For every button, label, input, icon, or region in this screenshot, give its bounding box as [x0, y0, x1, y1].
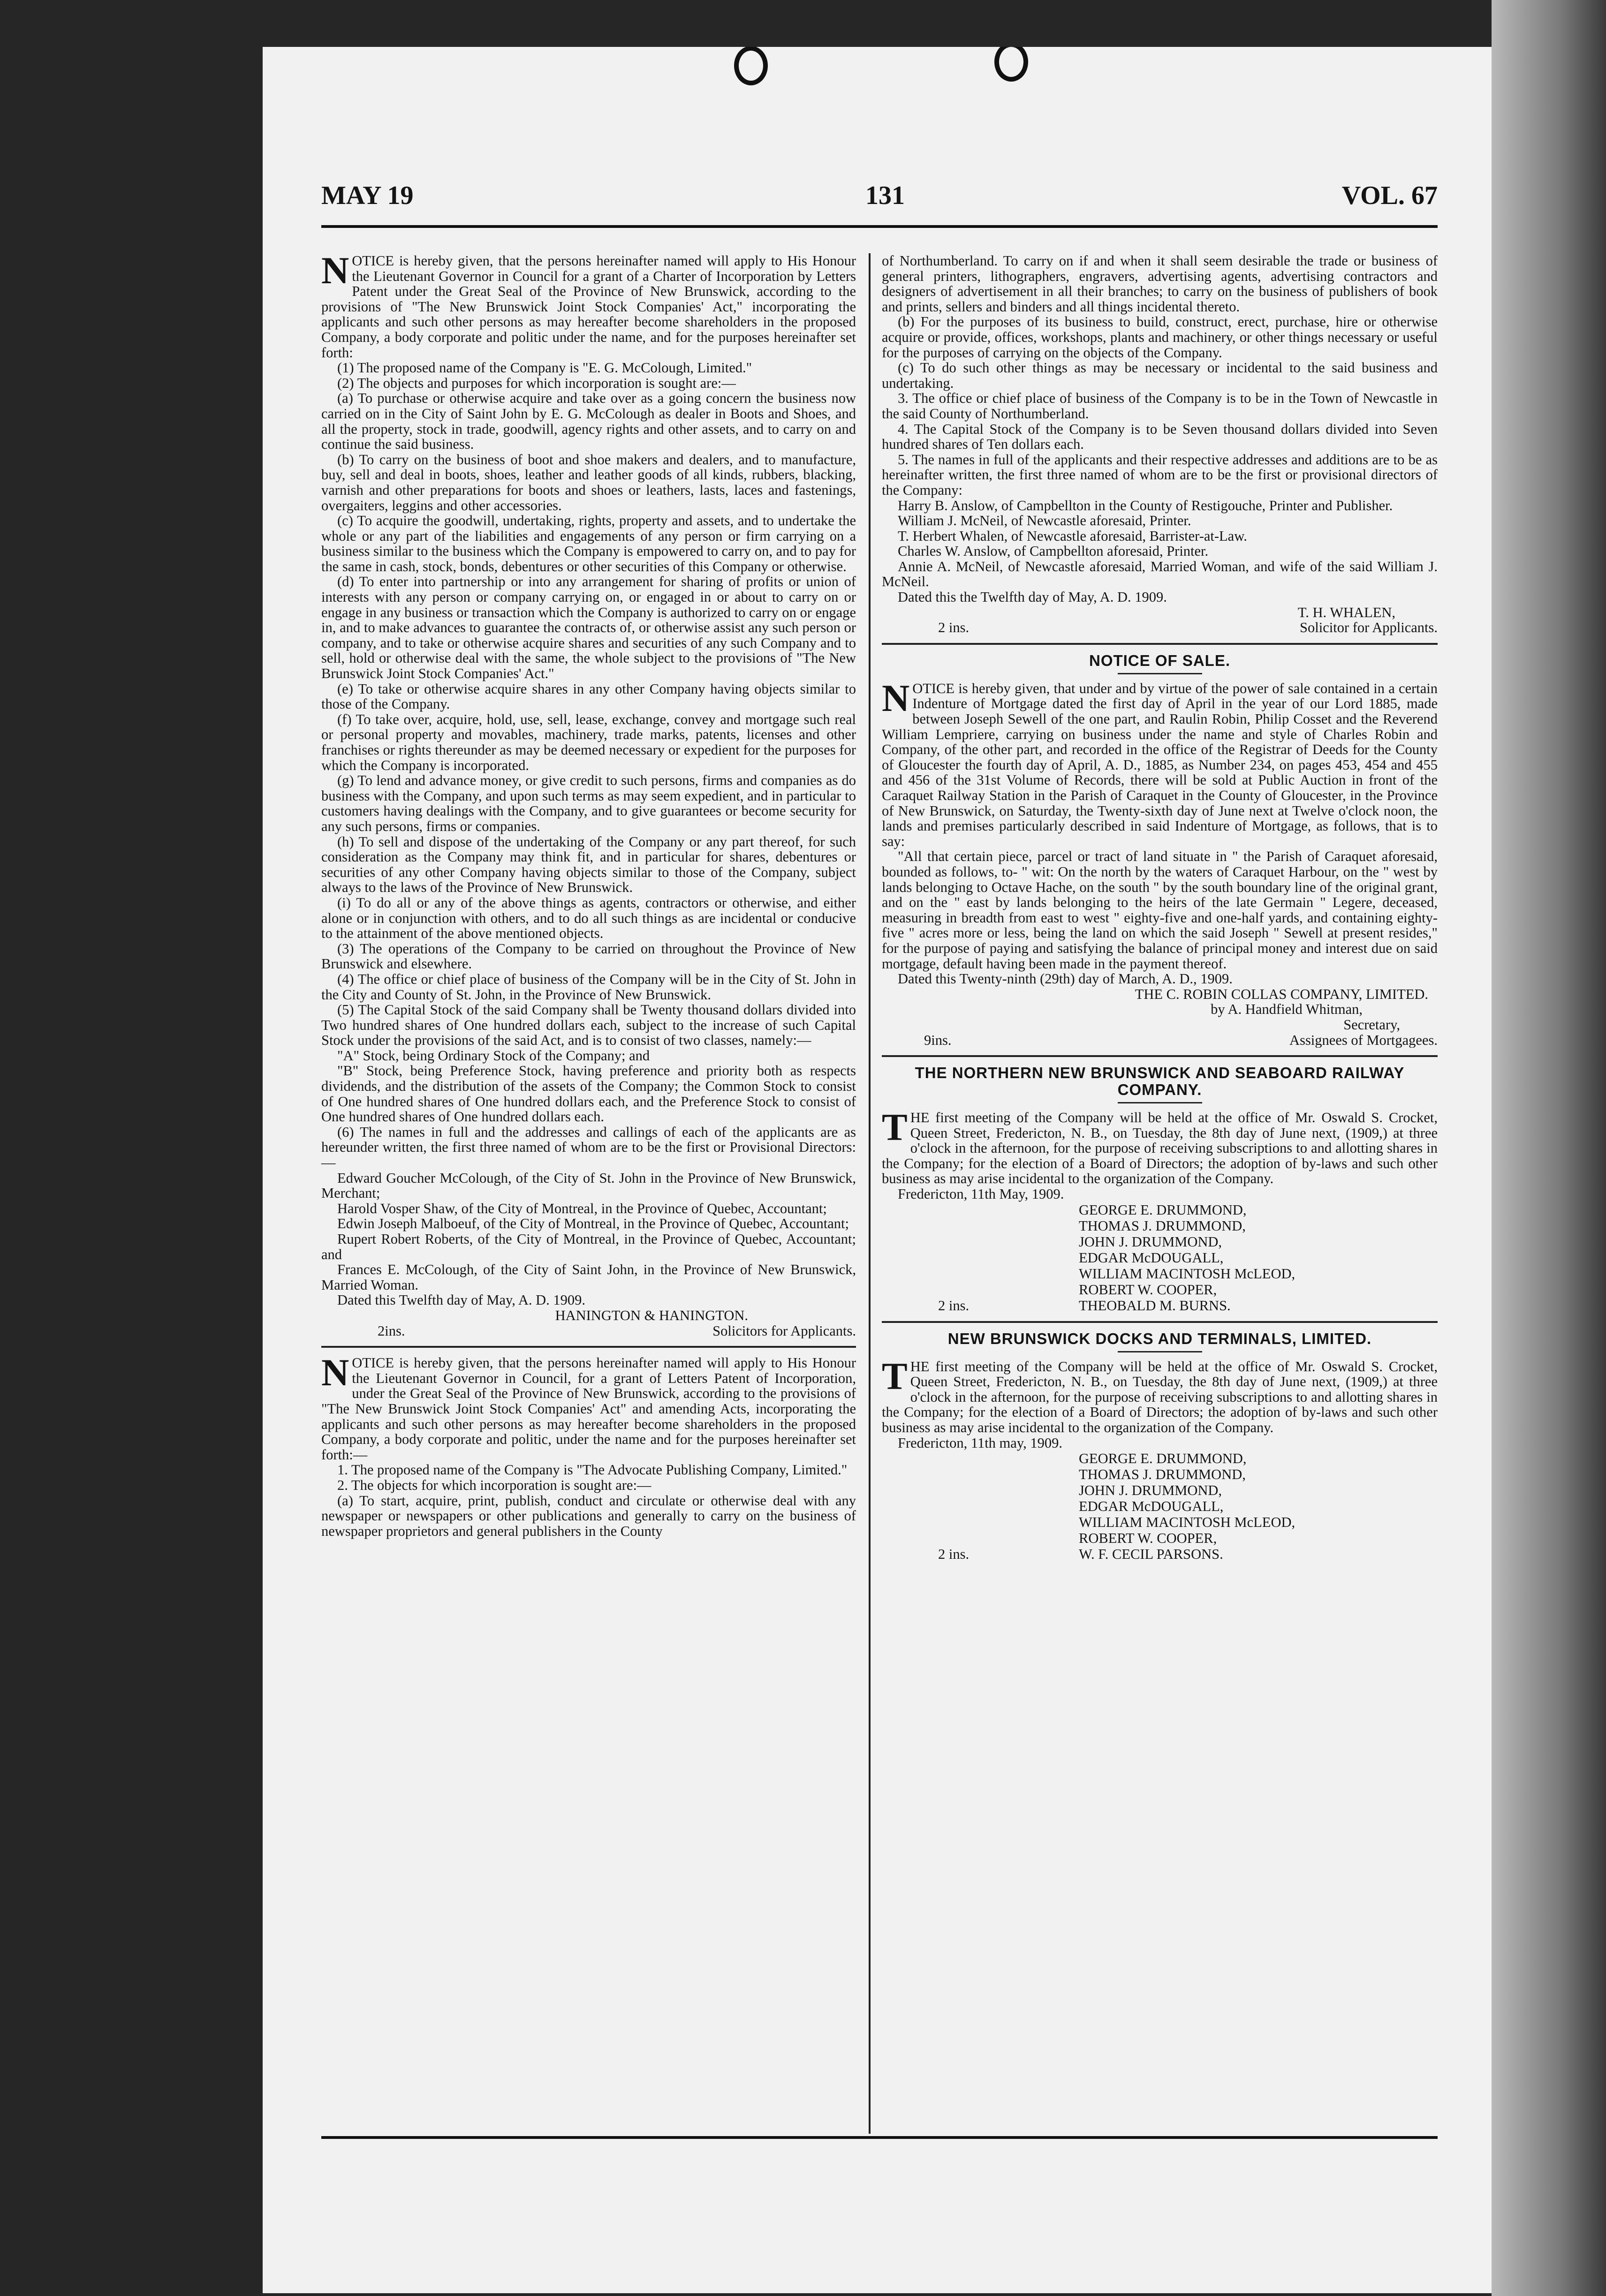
dated-line: Dated this Twelfth day of May, A. D. 1909.: [337, 1292, 585, 1308]
notice-intro: THE first meeting of the Company will be held at the office of Mr. Oswald S. Crocket, Queen Street, Fredericton, N. B., on Tuesday, the 8th day of June next, (1909,) at three o'clock in the afternoon, for the purpose of receiving subscriptions to and allotting shares in the Company; for the election of a Board of Directors; the adoption of by-laws and such other business as may arise incidental to the organization of the Company.: [882, 1354, 1438, 1436]
punch-hole: [994, 47, 1028, 82]
running-header: [321, 181, 1438, 213]
page-number: 131: [865, 181, 905, 210]
notice-paragraph: (i) To do all or any of the above things as agents, contractors or otherwise, and either alone or in conjunction with others, and to do all such things as are incidental or conducive to the attainment of the above mentioned objects.: [321, 894, 856, 942]
director-list: [938, 1450, 1438, 1563]
director-entry: Frances E. McColough, of the City of Saint John, in the Province of New Brunswick, Married Woman.: [321, 1261, 856, 1293]
notice-paragraph: (c) To acquire the goodwill, undertaking, rights, property and assets, and to undertake the whole or any part of the liabilities and engagements of any person or firm carrying on a business similar to the business which the Company is empowered to carry on, and to pay for the same in cash, stock, bonds, debentures or other securities of this Company or otherwise.: [321, 513, 856, 574]
director-entry: William J. McNeil, of Newcastle aforesaid, Printer.: [898, 513, 1191, 529]
heading-underline: [1118, 673, 1202, 674]
notice-separator: [882, 643, 1438, 645]
director-name: THOMAS J. DRUMMOND,: [1079, 1466, 1246, 1483]
heading-underline: [1118, 1102, 1202, 1103]
director-name: WILLIAM MACINTOSH McLEOD,: [1079, 1514, 1295, 1531]
left-column: [321, 249, 856, 1539]
notice-paragraph: (a) To purchase or otherwise acquire and take over as a going concern the business now carried on in the City of Saint John by E. G. McColough as dealer in Boots and Shoes, and all the property, stock in trade, goodwill, agency rights and other assets, and to carry on and continue the said business.: [321, 390, 856, 453]
notice-paragraph: 4. The Capital Stock of the Company is to be Seven thousand dollars divided into Seven hundred shares of Ten dollars each.: [882, 421, 1438, 453]
notice-intro: NOTICE is hereby given, that the persons hereinafter named will apply to His Honour the Lieutenant Governor in Council for a grant of a Charter of Incorporation by Letters Patent under the Great Seal of the Province of New Brunswick, according to the provisions of "The New Brunswick Joint Stock Companies' Act," incorporating the applicants and such other persons as may hereafter become shareholders in the proposed Company, a body corporate and politic under the name, and for the purposes hereinafter set forth:: [321, 249, 856, 361]
right-column: [882, 253, 1438, 1562]
director-entry: T. Herbert Whalen, of Newcastle aforesaid, Barrister-at-Law.: [898, 528, 1247, 544]
director-entry: Charles W. Anslow, of Campbellton aforesaid, Printer.: [898, 543, 1209, 559]
notice-paragraph: (2) The objects and purposes for which incorporation is sought are:—: [337, 375, 736, 391]
column-divider: [869, 253, 871, 2134]
insertions: 2 ins.: [938, 1297, 970, 1314]
notice-paragraph: (c) To do such other things as may be necessary or incidental to the said business and undertaking.: [882, 360, 1438, 391]
binding-edge: [1492, 0, 1606, 2296]
notice-paragraph: (f) To take over, acquire, hold, use, sell, lease, exchange, convey and mortgage such real or personal property and movables, machinery, trade marks, patents, licenses and other franchises or rights thereunder as may be deemed necessary or expedient for the purposes for which the Company is incorporated.: [321, 711, 856, 773]
notice-paragraph: 2. The objects for which incorporation is sought are:—: [337, 1477, 651, 1493]
notice-paragraph: (b) To carry on the business of boot and shoe makers and dealers, and to manufacture, buy, sell and deal in boots, shoes, leather and leather goods of all kinds, rubbers, blacking, varnish and other preparations for boots and shoes or leathers, lasts, laces and fastenings, overgaiters, leggins and other accessories.: [321, 451, 856, 514]
signer: HANINGTON & HANINGTON.: [555, 1307, 748, 1323]
director-name: EDGAR McDOUGALL,: [1079, 1498, 1224, 1515]
header-volume: VOL. 67: [1341, 181, 1438, 210]
director-entry: Harry B. Anslow, of Campbellton in the County of Restigouche, Printer and Publisher.: [898, 497, 1393, 514]
director-entry: Edwin Joseph Malboeuf, of the City of Montreal, in the Province of Quebec, Accountant;: [337, 1216, 849, 1232]
director-name: W. F. CECIL PARSONS.: [1079, 1546, 1223, 1563]
notice-paragraph: 1. The proposed name of the Company is "The Advocate Publishing Company, Limited.": [337, 1462, 848, 1478]
signer-role: Assignees of Mortgagees.: [1289, 1032, 1438, 1048]
footer-rule: [321, 2136, 1438, 2139]
notice-paragraph: (6) The names in full and the addresses and callings of each of the applicants are as hereunder written, the first three named of whom are to be the first or Provisional Directors:—: [321, 1124, 856, 1171]
railway-heading: THE NORTHERN NEW BRUNSWICK AND SEABOARD RAILWAY COMPANY.: [915, 1064, 1405, 1099]
drop-cap: N: [321, 249, 349, 292]
signer-title: Secretary,: [1343, 1016, 1400, 1033]
director-list: [938, 1201, 1438, 1314]
heading-underline: [1118, 1351, 1202, 1352]
drop-cap: N: [882, 676, 910, 719]
director-name: EDGAR McDOUGALL,: [1079, 1249, 1224, 1266]
docks-heading: NEW BRUNSWICK DOCKS AND TERMINALS, LIMITED.: [947, 1329, 1372, 1347]
notice-paragraph: (1) The proposed name of the Company is "E. G. McColough, Limited.": [337, 360, 752, 376]
director-entry: Edward Goucher McColough, of the City of St. John in the Province of New Brunswick, Merchant;: [321, 1170, 856, 1201]
notice-paragraph: 3. The office or chief place of business of the Company is to be in the Town of Newcastle in the said County of Northumberland.: [882, 390, 1438, 422]
director-entry: Rupert Robert Roberts, of the City of Montreal, in the Province of Quebec, Accountant; and: [321, 1231, 856, 1262]
notice-of-sale-heading: NOTICE OF SALE.: [1089, 651, 1230, 669]
signer-role: Solicitor for Applicants.: [1300, 620, 1438, 635]
director-entry: Harold Vosper Shaw, of the City of Montreal, in the Province of Quebec, Accountant;: [337, 1200, 827, 1216]
punch-hole: [734, 47, 768, 85]
header-rule: [321, 225, 1438, 228]
notice-separator: [321, 1346, 856, 1348]
director-name: WILLIAM MACINTOSH McLEOD,: [1079, 1265, 1295, 1282]
director-entry: Annie A. McNeil, of Newcastle aforesaid, Married Woman, and wife of the said William J. McNeil.: [882, 558, 1438, 590]
notice-paragraph: (g) To lend and advance money, or give credit to such persons, firms and companies as do business with the Company, and upon such terms as may seem expedient, and in particular to customers having dealings with the Company, and to give guarantees or become security for any such persons, firms or companies.: [321, 772, 856, 834]
notice-paragraph: 5. The names in full of the applicants and their respective addresses and additions are to be as hereinafter written, the first three named of whom are to be the first or provisional directors of the Company:: [882, 451, 1438, 498]
director-name: JOHN J. DRUMMOND,: [1079, 1233, 1222, 1250]
notice-paragraph: (h) To sell and dispose of the undertaking of the Company or any part thereof, for such consideration as the Company may think fit, and in particular for shares, debentures or securities of any other Company having objects similar to those of the Company, subject always to the laws of the Province of New Brunswick.: [321, 833, 856, 896]
director-name: ROBERT W. COOPER,: [1079, 1530, 1217, 1547]
signature-row: [882, 620, 1438, 635]
land-description: "All that certain piece, parcel or tract of land situate in " the Parish of Caraquet aforesaid, bounded as follows, to- " wit: On the north by the waters of Caraquet Harbour, on the " west by lands belonging to Octave Hache, on the south " by the south boundary line of the original grant, and on the " east by lands belonging to the heirs of the late Germain " Legere, deceased, measuring in breadth from east to west " eighty-five and one-half yards, and containing eighty-five " acres more or less, being the land on which the said Joseph " Sewell at present resides," for the purpose of paying and satisfying the balance of principal money and interest due on said mortgage, default having been made in the payment thereof.: [882, 848, 1438, 972]
director-name-row: [938, 1546, 1438, 1563]
insertions: 9ins.: [924, 1032, 952, 1048]
dated-line: Fredericton, 11th may, 1909.: [898, 1435, 1062, 1451]
signed-by: by A. Handfield Whitman,: [1211, 1001, 1363, 1018]
insertions: 2 ins.: [938, 620, 970, 635]
signer: T. H. WHALEN,: [1297, 604, 1395, 620]
director-name: GEORGE E. DRUMMOND,: [1079, 1201, 1247, 1218]
notice-paragraph: (5) The Capital Stock of the said Company shall be Twenty thousand dollars divided into Two hundred shares of One hundred dollars each, subject to the increase of such Capital Stock under the provisions of the said Act, and is to consist of two classes, namely:—: [321, 1002, 856, 1049]
notice-intro: THE first meeting of the Company will be held at the office of Mr. Oswald S. Crocket, Queen Street, Fredericton, N. B., on Tuesday, the 8th day of June next, (1909,) at three o'clock in the afternoon, for the purpose of receiving subscriptions to and allotting shares in the Company; for the election of a Board of Directors; the adoption of by-laws and such other business as may arise incidental to the organization of the Company.: [882, 1106, 1438, 1187]
company-name: THE C. ROBIN COLLAS COMPANY, LIMITED.: [1135, 986, 1428, 1002]
notice-paragraph: (d) To enter into partnership or into any arrangement for sharing of profits or union of interests with any person or company carrying on, or engaged in or about to carry on or engage in any business or transaction which the Company is authorized to carry on or engage in, and to make advances to guarantee the contracts of, or otherwise assist any such person or company, and to take or otherwise acquire shares and securities of any such Company and to sell, hold or otherwise deal with the same, the whole subject to the provisions of "The New Brunswick Joint Stock Companies' Act.": [321, 574, 856, 682]
director-name: JOHN J. DRUMMOND,: [1079, 1482, 1222, 1499]
drop-cap: T: [882, 1106, 908, 1149]
director-name: THOMAS J. DRUMMOND,: [1079, 1217, 1246, 1234]
gazette-page: [263, 47, 1492, 2293]
notice-paragraph: (a) To start, acquire, print, publish, conduct and circulate or otherwise deal with any newspaper or newspapers or other publications and generally to carry on the business of newspaper proprietors and general publishers in the County: [321, 1492, 856, 1539]
drop-cap: N: [321, 1351, 349, 1394]
dated-line: Dated this the Twelfth day of May, A. D. 1909.: [898, 589, 1167, 605]
signature-row: [882, 1033, 1438, 1048]
insertions: 2ins.: [378, 1323, 405, 1339]
notice-paragraph: (e) To take or otherwise acquire shares in any other Company having objects similar to those of the Company.: [321, 680, 856, 712]
notice-paragraph: (4) The office or chief place of business of the Company will be in the City of St. John in the City and County of St. John, in the Province of New Brunswick.: [321, 971, 856, 1003]
notice-paragraph: of Northumberland. To carry on if and when it shall seem desirable the trade or business of general printers, lithographers, engravers, advertising agents, advertising contractors and designers of advertisement in all their branches; to carry on the business of publishers of book and prints, sellers and binders and all things incidental thereto.: [882, 253, 1438, 315]
director-name: THEOBALD M. BURNS.: [1079, 1297, 1231, 1314]
notice-paragraph: "A" Stock, being Ordinary Stock of the Company; and: [337, 1047, 650, 1064]
dated-line: Dated this Twenty-ninth (29th) day of March, A. D., 1909.: [898, 971, 1233, 987]
notice-paragraph: "B" Stock, being Preference Stock, having preference and priority both as respects dividends, and the distribution of the assets of the Company; the Common Stock to consist of One hundred shares of One hundred dollars each, and the Preference Stock to consist of One hundred shares of One hundred dollars each.: [321, 1063, 856, 1125]
notice-intro: NOTICE is hereby given, that the persons hereinafter named will apply to His Honour the Lieutenant Governor in Council, for a grant of Letters Patent of Incorporation, under the Great Seal of the Province of New Brunswick, according to the provisions of "The New Brunswick Joint Stock Companies' Act" and amending Acts, incorporating the applicants and such other persons as may hereafter become shareholders in the proposed Company, a body corporate and politic, under the name and for the purposes hereinafter set forth:—: [321, 1351, 856, 1463]
insertions: 2 ins.: [938, 1546, 970, 1563]
director-name: GEORGE E. DRUMMOND,: [1079, 1450, 1247, 1467]
notice-paragraph: (b) For the purposes of its business to build, construct, erect, purchase, hire or otherwise acquire or provide, offices, workshops, plants and machinery, or other things necessary or useful for the purposes of carrying on the objects of the Company.: [882, 314, 1438, 361]
director-name: ROBERT W. COOPER,: [1079, 1281, 1217, 1298]
signature-row: [321, 1323, 856, 1339]
header-date: MAY 19: [321, 181, 414, 210]
notice-paragraph: (3) The operations of the Company to be carried on throughout the Province of New Brunswick and elsewhere.: [321, 940, 856, 972]
notice-separator: [882, 1055, 1438, 1057]
signer-role: Solicitors for Applicants.: [712, 1323, 856, 1339]
notice-separator: [882, 1321, 1438, 1323]
notice-intro: NOTICE is hereby given, that under and by virtue of the power of sale contained in a certain Indenture of Mortgage dated the first day of April in the year of our Lord 1885, made between Joseph Sewell of the one part, and Raulin Robin, Philip Cosset and the Reverend William Lempriere, carrying on business under the name and style of Charles Robin and Company, of the other part, and recorded in the office of the Registrar of Deeds for the County of Gloucester the fourth day of April, A. D., 1885, as Number 234, on pages 453, 454 and 455 and 456 of the 31st Volume of Records, there will be sold at Public Auction in front of the Caraquet Railway Station in the Parish of Caraquet in the County of Gloucester, in the Province of New Brunswick, on Saturday, the Twenty-sixth day of June next at Twelve o'clock noon, the lands and premises particularly described in said Indenture of Mortgage, as follows, that is to say:: [882, 676, 1438, 849]
dated-line: Fredericton, 11th May, 1909.: [898, 1186, 1064, 1202]
director-name-row: [938, 1297, 1438, 1314]
drop-cap: T: [882, 1354, 908, 1397]
